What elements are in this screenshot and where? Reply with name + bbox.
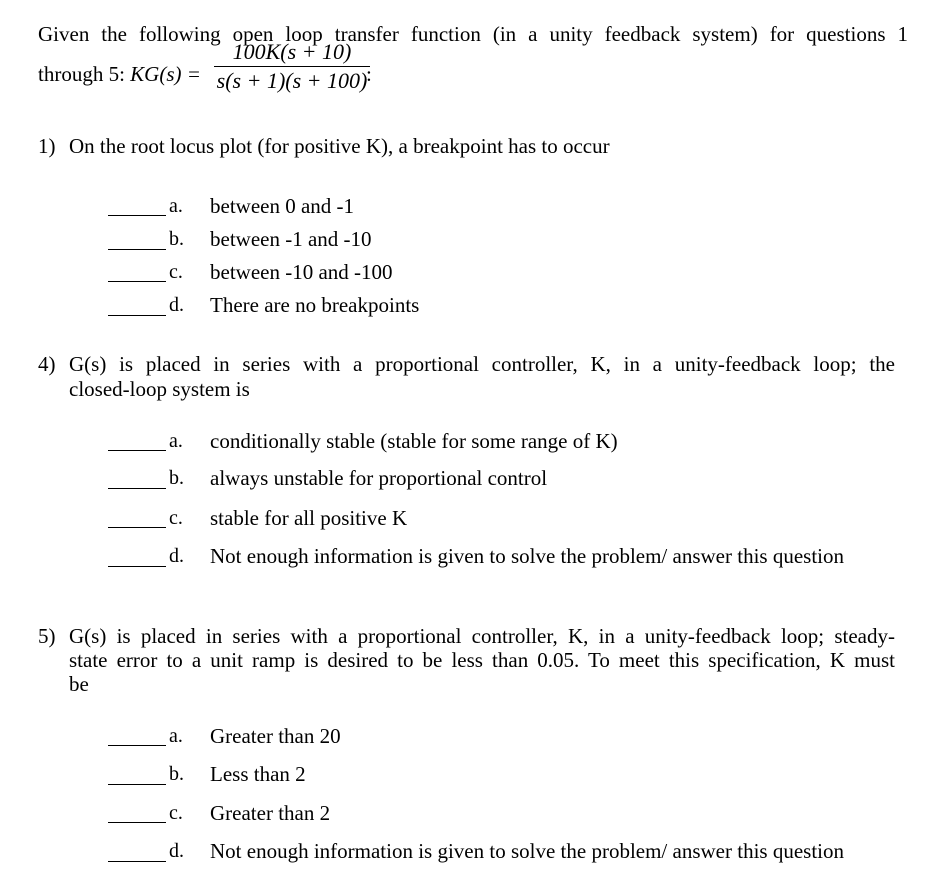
q4-option-letter: a. bbox=[169, 430, 183, 452]
q4-option-letter: c. bbox=[169, 507, 183, 529]
q5-option-c: Greater than 2 bbox=[210, 801, 331, 825]
fraction-bar bbox=[214, 66, 370, 67]
q5-option-letter: d. bbox=[169, 840, 184, 862]
q5-answer-blank-b[interactable] bbox=[108, 784, 166, 785]
q5-option-letter: b. bbox=[169, 763, 184, 785]
q1-option-letter: d. bbox=[169, 294, 184, 316]
q1-option-letter: c. bbox=[169, 261, 183, 283]
q5-option-letter: c. bbox=[169, 802, 183, 824]
intro-line-2 bbox=[38, 62, 201, 87]
q5-text-line-2: state error to a unit ramp is desired to be less than 0.05. To meet this specification, K must bbox=[69, 648, 895, 672]
q4-option-letter: b. bbox=[169, 467, 184, 489]
q5-answer-blank-c[interactable] bbox=[108, 822, 166, 823]
q1-option-d: There are no breakpoints bbox=[210, 293, 420, 317]
q5-option-letter: a. bbox=[169, 725, 183, 747]
q1-option-letter: a. bbox=[169, 195, 183, 217]
q1-option-a: between 0 and -1 bbox=[210, 194, 355, 218]
q1-answer-blank-b[interactable] bbox=[108, 249, 166, 250]
q4-answer-blank-d[interactable] bbox=[108, 566, 166, 567]
intro-line-1: Given the following open loop transfer function (in a unity feedback system) for questions 1 bbox=[38, 22, 908, 46]
intro-through-text: through 5: bbox=[38, 62, 125, 86]
q4-number: 4) bbox=[38, 352, 56, 376]
q4-answer-blank-a[interactable] bbox=[108, 450, 166, 451]
q1-number: 1) bbox=[38, 134, 56, 158]
q5-answer-blank-d[interactable] bbox=[108, 861, 166, 862]
q1-text: On the root locus plot (for positive K), a breakpoint has to occur bbox=[69, 134, 610, 158]
q5-option-b: Less than 2 bbox=[210, 762, 306, 786]
q1-option-letter: b. bbox=[169, 228, 184, 250]
transfer-function-fraction bbox=[212, 40, 372, 93]
q4-option-b: always unstable for proportional control bbox=[210, 466, 548, 490]
transfer-function-lhs: KG(s) = bbox=[130, 62, 201, 86]
q4-option-a: conditionally stable (stable for some range of K) bbox=[210, 429, 618, 453]
q4-text-line-1: G(s) is placed in series with a proportional controller, K, in a unity-feedback loop; the bbox=[69, 352, 895, 376]
transfer-function-denominator: s(s + 1)(s + 100) bbox=[216, 68, 368, 93]
q5-answer-blank-a[interactable] bbox=[108, 745, 166, 746]
intro-colon: : bbox=[366, 62, 372, 86]
q4-answer-blank-b[interactable] bbox=[108, 488, 166, 489]
q1-answer-blank-c[interactable] bbox=[108, 281, 166, 282]
q1-answer-blank-a[interactable] bbox=[108, 215, 166, 216]
q1-option-c: between -10 and -100 bbox=[210, 260, 393, 284]
q5-number: 5) bbox=[38, 624, 56, 648]
q4-answer-blank-c[interactable] bbox=[108, 527, 166, 528]
q4-option-d: Not enough information is given to solve the problem/ answer this question bbox=[210, 544, 844, 568]
q4-option-letter: d. bbox=[169, 545, 184, 567]
q5-option-a: Greater than 20 bbox=[210, 724, 341, 748]
q4-text-line-2: closed-loop system is bbox=[69, 377, 250, 401]
q1-option-b: between -1 and -10 bbox=[210, 227, 372, 251]
q4-option-c: stable for all positive K bbox=[210, 506, 408, 530]
q1-answer-blank-d[interactable] bbox=[108, 315, 166, 316]
q5-text-line-3: be bbox=[69, 672, 89, 696]
q5-text-line-1: G(s) is placed in series with a proportional controller, K, in a unity-feedback loop; steady- bbox=[69, 624, 895, 648]
transfer-function-numerator: 100K(s + 10) bbox=[232, 39, 352, 64]
q5-option-d: Not enough information is given to solve the problem/ answer this question bbox=[210, 839, 844, 863]
